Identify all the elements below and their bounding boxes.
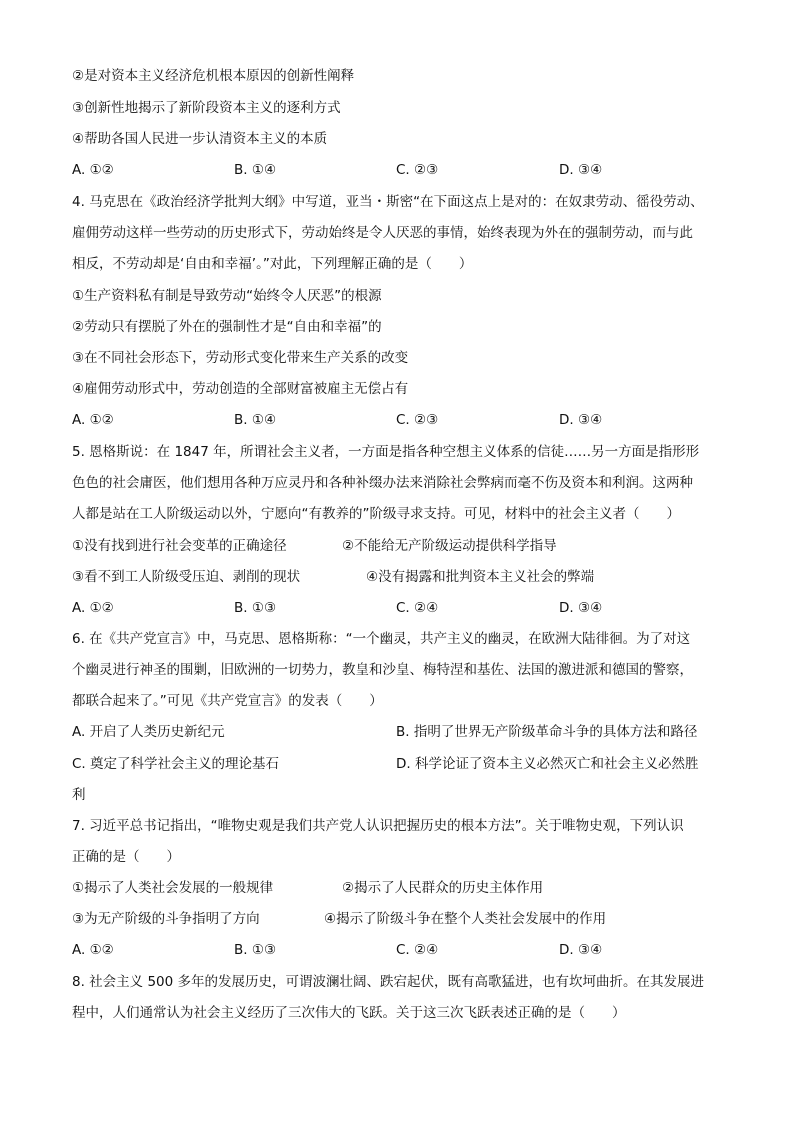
q8-stem-line-2: 程中，人们通常认为社会主义经历了三次伟大的飞跃。关于这三次飞跃表述正确的是（ ）	[72, 1005, 626, 1021]
q7-item-1: ①揭示了人类社会发展的一般规律	[72, 880, 274, 896]
q5-item-2: ②不能给无产阶级运动提供科学指导	[342, 538, 557, 554]
q4-stem-line-1: 4. 马克思在《政治经济学批判大纲》中写道，亚当・斯密“在下面这点上是对的：在奴隶劳动、徭役劳动、	[72, 194, 704, 210]
q5-stem-line-3: 人都是站在工人阶级运动以外，宁愿向“有教养的”阶级寻求支持。可见，材料中的社会主义者（ ）	[72, 506, 680, 522]
q6-option-d-wrap: 利	[72, 787, 86, 803]
q7-options	[72, 940, 732, 960]
q7-option-a: A. ①②	[72, 942, 114, 958]
q4-item-1: ①生产资料私有制是导致劳动“始终令人厌恶”的根源	[72, 288, 382, 304]
q3-option-b: B. ①④	[234, 162, 277, 178]
q4-option-c: C. ②③	[396, 412, 439, 428]
q4-item-2: ②劳动只有摆脱了外在的强制性才是“自由和幸福”的	[72, 319, 382, 335]
q6-option-d: D. 科学论证了资本主义必然灭亡和社会主义必然胜	[396, 756, 699, 772]
q7-item-2: ②揭示了人民群众的历史主体作用	[342, 880, 544, 896]
q6-stem-line-2: 个幽灵进行神圣的围剿，旧欧洲的一切势力，教皇和沙皇、梅特涅和基佐、法国的激进派和德国的警察，	[72, 662, 693, 678]
q4-option-a: A. ①②	[72, 412, 114, 428]
q5-options	[72, 598, 732, 618]
q5-item-1: ①没有找到进行社会变革的正确途径	[72, 538, 287, 554]
q7-items-row-1	[72, 878, 732, 898]
q5-option-d: D. ③④	[559, 600, 603, 616]
q8-stem-line-1: 8. 社会主义 500 多年的发展历史，可谓波澜壮阔、跌宕起伏，既有高歌猛进，也有坎坷曲折。在其发展进	[72, 974, 705, 990]
q6-stem-line-1: 6. 在《共产党宣言》中，马克思、恩格斯称：“一个幽灵，共产主义的幽灵，在欧洲大陆徘徊。为了对这	[72, 631, 691, 647]
q5-option-a: A. ①②	[72, 600, 114, 616]
q4-option-d: D. ③④	[559, 412, 603, 428]
q4-stem-line-2: 雇佣劳动这样一些劳动的历史形式下，劳动始终是令人厌恶的事情，始终表现为外在的强制劳动，而与此	[72, 225, 693, 241]
q3-options	[72, 160, 732, 180]
q6-stem-line-3: 都联合起来了。”可见《共产党宣言》的发表（ ）	[72, 693, 383, 709]
q7-option-b: B. ①③	[234, 942, 277, 958]
q5-items-row-2	[72, 567, 732, 587]
q6-options-row-1	[72, 722, 732, 742]
q6-options-row-2	[72, 754, 732, 774]
q4-options	[72, 410, 732, 430]
q3-option-c: C. ②③	[396, 162, 439, 178]
q7-option-c: C. ②④	[396, 942, 439, 958]
q7-stem-line-1: 7. 习近平总书记指出，“唯物史观是我们共产党人认识把握历史的根本方法”。关于唯物史观，下列认识	[72, 818, 684, 834]
q5-item-3: ③看不到工人阶级受压迫、剥削的现状	[72, 569, 301, 585]
q4-option-b: B. ①④	[234, 412, 277, 428]
q7-item-3: ③为无产阶级的斗争指明了方向	[72, 911, 260, 927]
q5-items-row-1	[72, 536, 732, 556]
q5-stem-line-2: 色色的社会庸医，他们想用各种万应灵丹和各种补缀办法来消除社会弊病而毫不伤及资本和利润。这两种	[72, 475, 693, 491]
q3-option-a: A. ①②	[72, 162, 114, 178]
q4-item-3: ③在不同社会形态下，劳动形式变化带来生产关系的改变	[72, 350, 409, 366]
q5-stem-line-1: 5. 恩格斯说：在 1847 年，所谓社会主义者，一方面是指各种空想主义体系的信徒……另一方面是指形形	[72, 444, 700, 460]
q7-stem-line-2: 正确的是（ ）	[72, 849, 180, 865]
q6-option-a: A. 开启了人类历史新纪元	[72, 724, 225, 740]
q5-option-c: C. ②④	[396, 600, 439, 616]
q7-option-d: D. ③④	[559, 942, 603, 958]
q6-option-c: C. 奠定了科学社会主义的理论基石	[72, 756, 280, 772]
q3-option-d: D. ③④	[559, 162, 603, 178]
q7-items-row-2	[72, 909, 732, 929]
q3-item-3: ③创新性地揭示了新阶段资本主义的逐利方式	[72, 100, 341, 116]
q3-item-2: ②是对资本主义经济危机根本原因的创新性阐释	[72, 68, 355, 84]
q3-item-4: ④帮助各国人民进一步认清资本主义的本质	[72, 131, 328, 147]
q5-item-4: ④没有揭露和批判资本主义社会的弊端	[366, 569, 595, 585]
q4-item-4: ④雇佣劳动形式中，劳动创造的全部财富被雇主无偿占有	[72, 381, 409, 397]
q7-item-4: ④揭示了阶级斗争在整个人类社会发展中的作用	[324, 911, 607, 927]
q4-stem-line-3: 相反，不劳动却是‘自由和幸福’。”对此，下列理解正确的是（ ）	[72, 256, 473, 272]
q5-option-b: B. ①③	[234, 600, 277, 616]
q6-option-b: B. 指明了世界无产阶级革命斗争的具体方法和路径	[396, 724, 698, 740]
